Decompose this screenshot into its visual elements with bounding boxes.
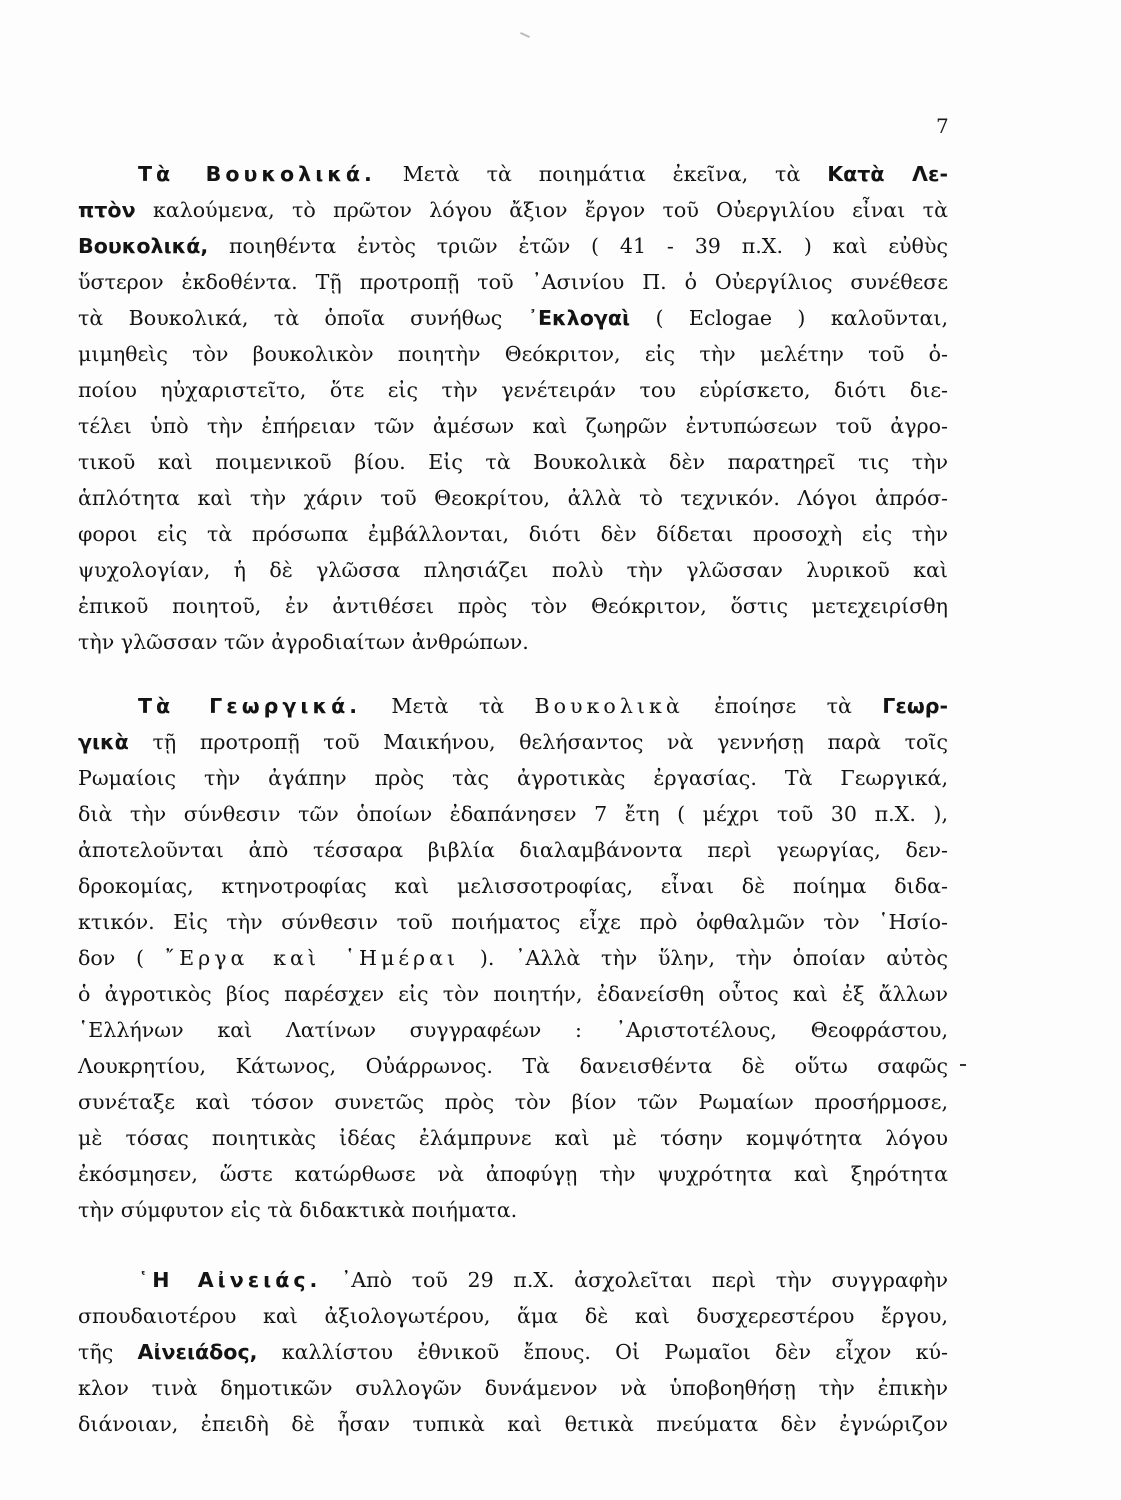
paragraph-line: δον ( ῎Εργα καὶ ῾Ημέραι ). ᾿Αλλὰ τὴν ὕλην, τὴν ὁποίαν αὐτὸς xyxy=(78,946,948,970)
paragraph-line: ψυχολογίαν, ἡ δὲ γλῶσσα πλησιάζει πολὺ τὴν γλῶσσαν λυρικοῦ καὶ xyxy=(78,558,948,582)
paragraph-line: ἐπικοῦ ποιητοῦ, ἐν ἀντιθέσει πρὸς τὸν Θεόκριτον, ὅστις μετεχειρίσθη xyxy=(78,594,948,618)
paragraph-line: φοροι εἰς τὰ πρόσωπα ἐμβάλλονται, διότι δὲν δίδεται προσοχὴ εἰς τὴν xyxy=(78,522,948,546)
paragraph-line: ποίου ηὐχαριστεῖτο, ὅτε εἰς τὴν γενέτειράν του εὑρίσκετο, διότι διε- xyxy=(78,378,948,402)
paragraph-line: Τὰ Βουκολικά. Μετὰ τὰ ποιημάτια ἐκεῖνα, τὰ Κατὰ Λε- xyxy=(138,162,948,186)
paragraph-line: ῾Ελλήνων καὶ Λατίνων συγγραφέων : ᾿Αριστοτέλους, Θεοφράστου, xyxy=(78,1018,948,1042)
paragraph-line: μιμηθεὶς τὸν βουκολικὸν ποιητὴν Θεόκριτον, εἰς τὴν μελέτην τοῦ ὁ- xyxy=(78,342,948,366)
paragraph-line: τὴν σύμφυτον εἰς τὰ διδακτικὰ ποιήματα. xyxy=(78,1198,518,1222)
section-aeneid xyxy=(78,1262,948,1442)
paragraph-line: σπουδαιοτέρου καὶ ἀξιολογωτέρου, ἅμα δὲ καὶ δυσχερεστέρου ἔργου, xyxy=(78,1304,948,1328)
section-bucolics xyxy=(78,156,948,660)
paragraph-line: ὕστερον ἐκδοθέντα. Τῇ προτροπῇ τοῦ ᾿Ασινίου Π. ὁ Οὐεργίλιος συνέθεσε xyxy=(78,270,948,294)
paragraph-line: Βουκολικά, ποιηθέντα ἐντὸς τριῶν ἐτῶν ( 41 - 39 π.Χ. ) καὶ εὐθὺς xyxy=(78,234,948,258)
paragraph-line: κτικόν. Εἰς τὴν σύνθεσιν τοῦ ποιήματος εἶχε πρὸ ὀφθαλμῶν τὸν ῾Ησίο- xyxy=(78,910,948,934)
page-number: 7 xyxy=(936,114,949,138)
paragraph-line: κλον τινὰ δημοτικῶν συλλογῶν δυνάμενον νὰ ὑποβοηθήσῃ τὴν ἐπικὴν xyxy=(78,1376,948,1400)
paragraph-line: Λουκρητίου, Κάτωνος, Οὐάρρωνος. Τὰ δανεισθέντα δὲ οὕτω σαφῶς xyxy=(78,1054,948,1078)
paragraph-line: Τὰ Γεωργικά. Μετὰ τὰ Βουκολικὰ ἐποίησε τὰ Γεωρ- xyxy=(138,694,949,718)
paragraph-line: δροκομίας, κτηνοτροφίας καὶ μελισσοτροφίας, εἶναι δὲ ποίημα διδα- xyxy=(78,874,948,898)
paragraph-line: τὴν γλῶσσαν τῶν ἀγροδιαίτων ἀνθρώπων. xyxy=(78,630,529,654)
paragraph-line: τῆς Αἰνειάδος, καλλίστου ἐθνικοῦ ἔπους. Οἱ Ρωμαῖοι δὲν εἶχον κύ- xyxy=(78,1340,949,1364)
paragraph-line: Ρωμαίοις τὴν ἀγάπην πρὸς τὰς ἀγροτικὰς ἐργασίας. Τὰ Γεωργικά, xyxy=(78,766,948,790)
paragraph-line: διάνοιαν, ἐπειδὴ δὲ ἦσαν τυπικὰ καὶ θετικὰ πνεύματα δὲν ἐγνώριζον xyxy=(78,1412,948,1436)
paragraph-line: διὰ τὴν σύνθεσιν τῶν ὁποίων ἐδαπάνησεν 7 ἔτη ( μέχρι τοῦ 30 π.Χ. ), xyxy=(78,802,948,826)
paragraph-line: γικὰ τῇ προτροπῇ τοῦ Μαικήνου, θελήσαντος νὰ γεννήσῃ παρὰ τοῖς xyxy=(78,730,948,754)
paragraph-line: ἁπλότητα καὶ τὴν χάριν τοῦ Θεοκρίτου, ἀλλὰ τὸ τεχνικόν. Λόγοι ἀπρόσ- xyxy=(78,486,948,510)
paragraph-line: ἐκόσμησεν, ὥστε κατώρθωσε νὰ ἀποφύγῃ τὴν ψυχρότητα καὶ ξηρότητα xyxy=(78,1162,948,1186)
paragraph-line: πτὸν καλούμενα, τὸ πρῶτον λόγου ἄξιον ἔργον τοῦ Οὐεργιλίου εἶναι τὰ xyxy=(78,198,948,222)
paragraph-line: ῾Η Αἰνειάς. ᾿Απὸ τοῦ 29 π.Χ. ἀσχολεῖται περὶ τὴν συγγραφὴν xyxy=(138,1268,949,1292)
section-georgics xyxy=(78,688,948,1228)
paragraph-line: ἀποτελοῦνται ἀπὸ τέσσαρα βιβλία διαλαμβάνοντα περὶ γεωργίας, δεν- xyxy=(78,838,948,862)
paragraph-line: τέλει ὑπὸ τὴν ἐπήρειαν τῶν ἀμέσων καὶ ζωηρῶν ἐντυπώσεων τοῦ ἀγρο- xyxy=(78,414,948,438)
scan-mark xyxy=(960,1064,966,1066)
paragraph-line: μὲ τόσας ποιητικὰς ἰδέας ἐλάμπρυνε καὶ μὲ τόσην κομψότητα λόγου xyxy=(78,1126,948,1150)
paragraph-line: συνέταξε καὶ τόσον συνετῶς πρὸς τὸν βίον τῶν Ρωμαίων προσήρμοσε, xyxy=(78,1090,948,1114)
paragraph-line: ὁ ἀγροτικὸς βίος παρέσχεν εἰς τὸν ποιητήν, ἐδανείσθη οὗτος καὶ ἐξ ἄλλων xyxy=(78,982,948,1006)
paragraph-line: τικοῦ καὶ ποιμενικοῦ βίου. Εἰς τὰ Βουκολικὰ δὲν παρατηρεῖ τις τὴν xyxy=(78,450,948,474)
scan-mark xyxy=(520,32,530,38)
paragraph-line: τὰ Βουκολικά, τὰ ὁποῖα συνήθως ᾿Εκλογαὶ ( Eclogae ) καλοῦνται, xyxy=(78,306,949,330)
